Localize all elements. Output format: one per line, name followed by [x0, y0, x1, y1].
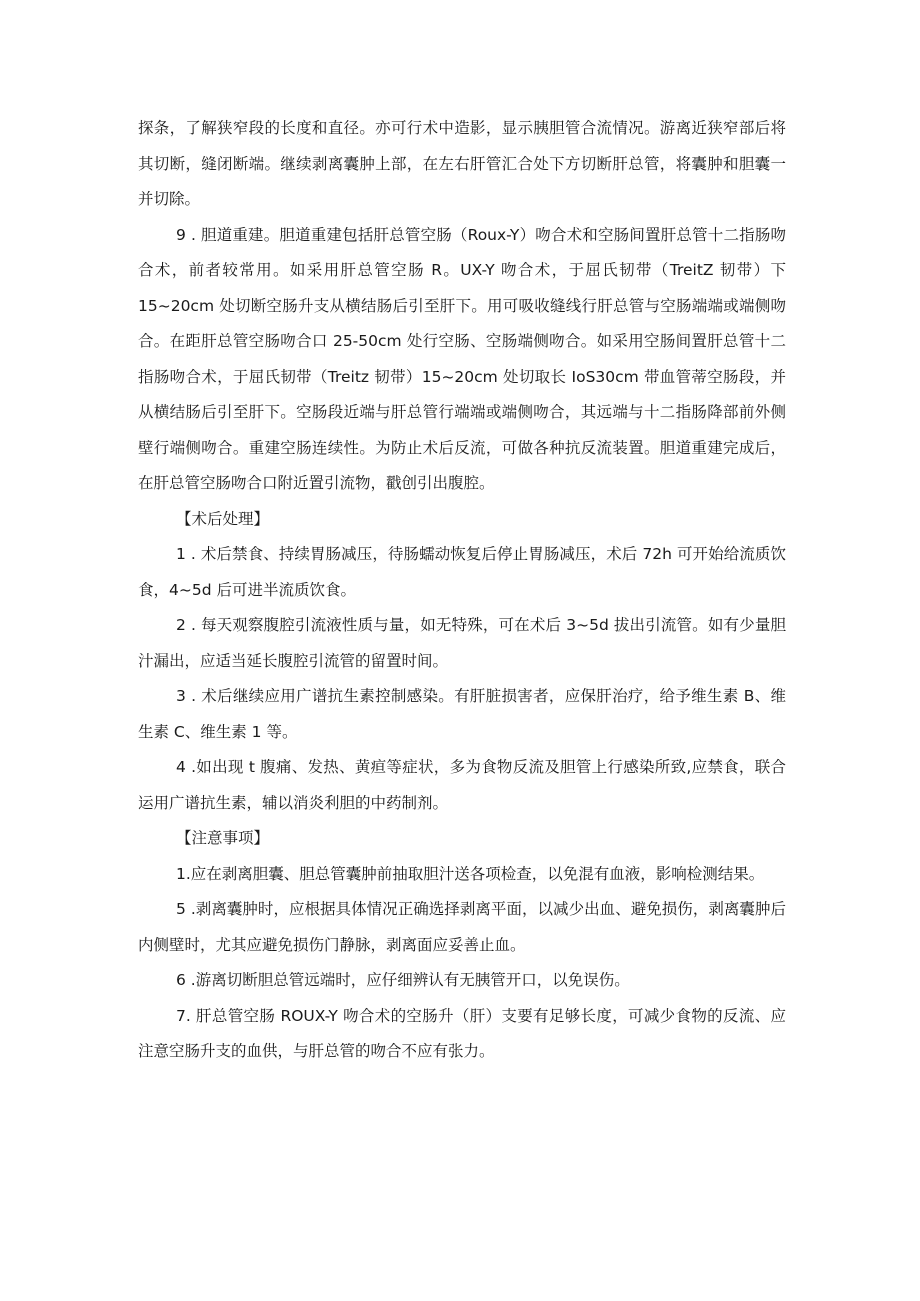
paragraph-postop-item-3: 3 . 术后继续应用广谱抗生素控制感染。有肝脏损害者，应保肝治疗，给予维生素 B、维生素 C、维生素 1 等。 [138, 687, 786, 741]
paragraph-bile-duct-reconstruction: 9 . 胆道重建。胆道重建包括肝总管空肠（Roux-Y）吻合术和空肠间置肝总管十二指肠吻合术，前者较常用。如采用肝总管空肠 R。UX-Y 吻合术，于屈氏韧带（TreitZ 韧带）下 15~20cm 处切断空肠升支从横结肠后引至肝下。用可吸收缝线行肝总管与空肠端端或端侧吻合。在距肝总管空肠吻合口 25-50cm 处行空肠、空肠端侧吻合。如采用空肠间置肝总管十二指肠吻合术，于屈氏韧带（Treitz 韧带）15~20cm 处切取长 IoS30cm 带血管蒂空肠段，并从横结肠后引至肝下。空肠段近端与肝总管行端端或端侧吻合，其远端与十二指肠降部前外侧壁行端侧吻合。重建空肠连续性。为防止术后反流，可做各种抗反流装置。胆道重建完成后，在肝总管空肠吻合口附近置引流物，戳创引出腹腔。 [138, 225, 786, 492]
paragraph-postop-item-4: 4 .如出现 t 腹痛、发热、黄疸等症状，多为食物反流及胆管上行感染所致,应禁食，联合运用广谱抗生素，辅以消炎利胆的中药制剂。 [138, 758, 786, 812]
paragraph-precaution-item-6: 6 .游离切断胆总管远端时，应仔细辨认有无胰管开口，以免误伤。 [176, 971, 630, 989]
paragraph-precaution-item-5: 5 .剥离囊肿时，应根据具体情况正确选择剥离平面，以减少出血、避免损伤，剥离囊肿后内侧壁时，尤其应避免损伤门静脉，剥离面应妥善止血。 [138, 900, 786, 954]
paragraph-continuation: 探条，了解狭窄段的长度和直径。亦可行术中造影，显示胰胆管合流情况。游离近狭窄部后将其切断，缝闭断端。继续剥离囊肿上部，在左右肝管汇合处下方切断肝总管，将囊肿和胆囊一并切除。 [138, 119, 786, 208]
paragraph-postop-item-1: 1 . 术后禁食、持续胃肠减压，待肠蠕动恢复后停止胃肠减压，术后 72h 可开始给流质饮食，4~5d 后可进半流质饮食。 [138, 545, 786, 599]
paragraph-precaution-item-1: 1.应在剥离胆囊、胆总管囊肿前抽取胆汁送各项检查，以免混有血液，影响检测结果。 [176, 864, 765, 883]
paragraph-precaution-item-7: 7. 肝总管空肠 ROUX-Y 吻合术的空肠升（肝）支要有足够长度，可减少食物的反流、应注意空肠升支的血供，与肝总管的吻合不应有张力。 [138, 1006, 786, 1060]
document-body [138, 111, 786, 1070]
paragraph-postop-item-2: 2 . 每天观察腹腔引流液性质与量，如无特殊，可在术后 3~5d 拔出引流管。如有少量胆汁漏出，应适当延长腹腔引流管的留置时间。 [138, 616, 786, 670]
section-heading-precautions: 【注意事项】 [176, 829, 270, 847]
section-heading-postoperative-care: 【术后处理】 [176, 509, 270, 528]
